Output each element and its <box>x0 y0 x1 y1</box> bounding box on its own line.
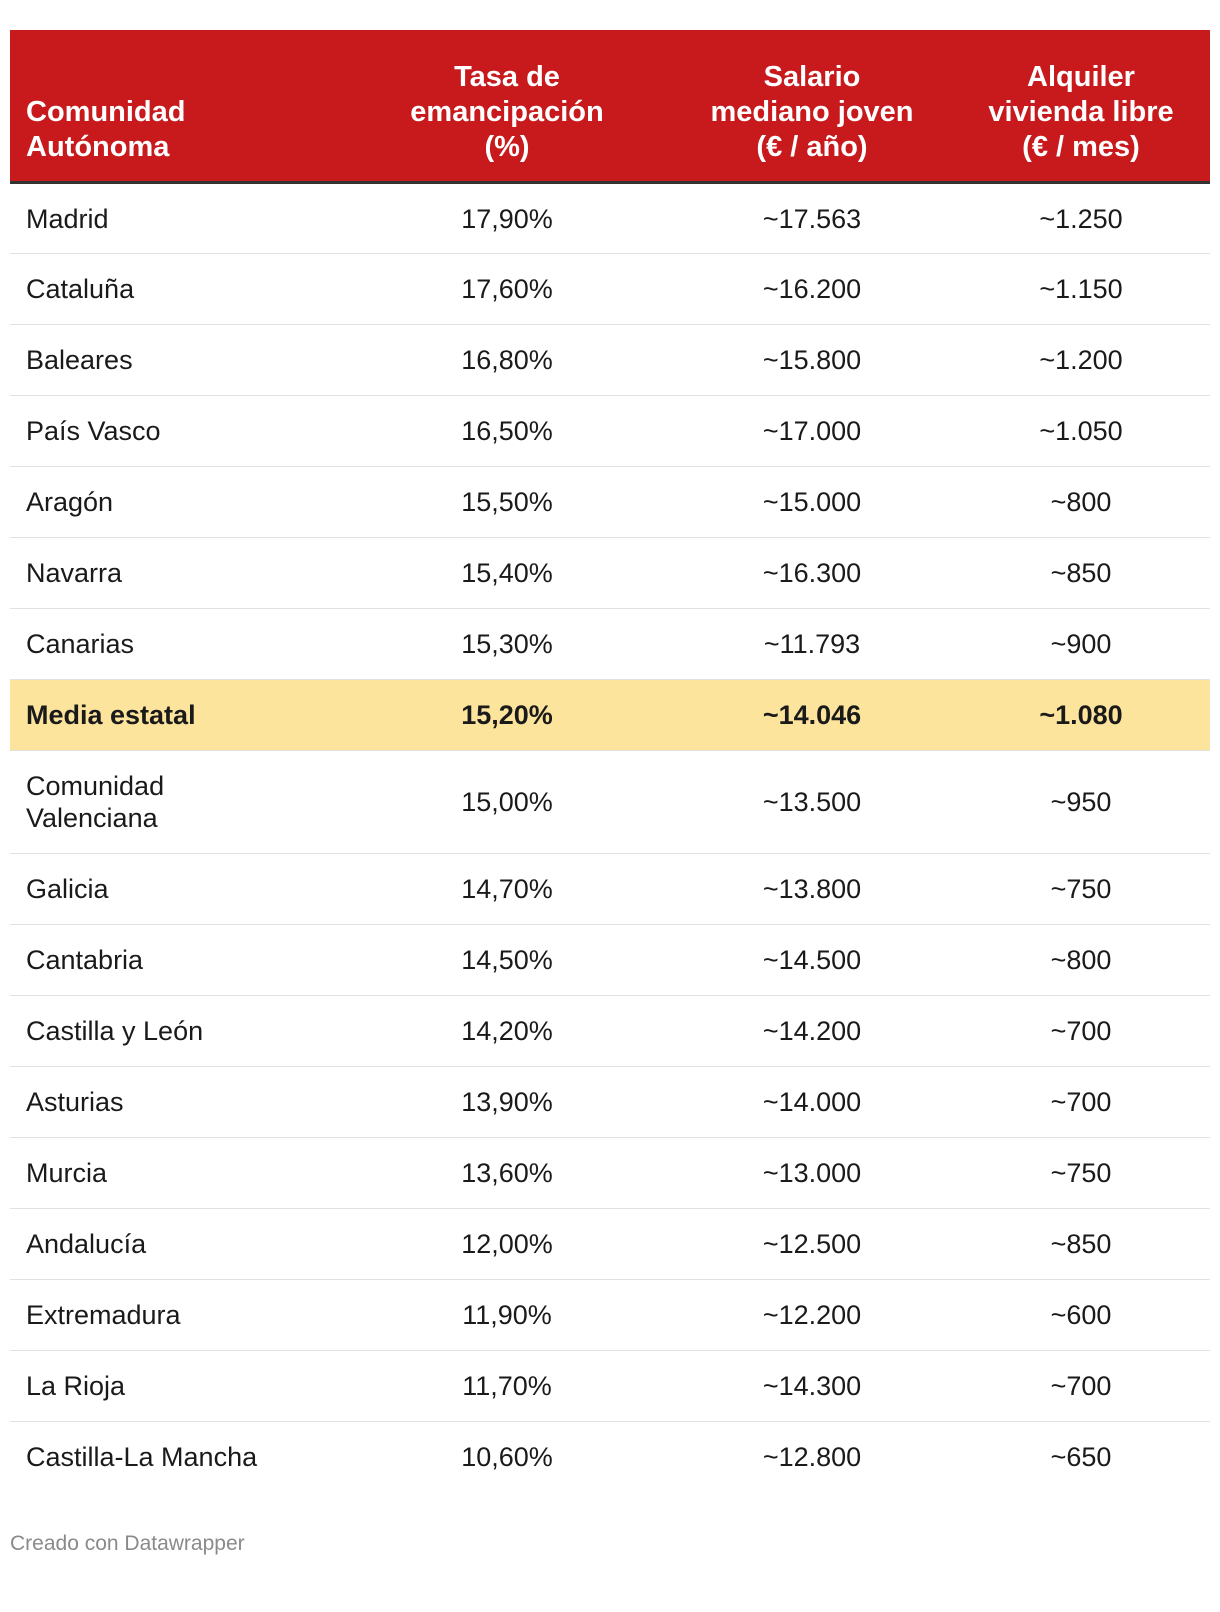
cell-tasa: 15,50% <box>342 467 672 538</box>
cell-salario: ~13.500 <box>672 751 952 854</box>
cell-alquiler: ~650 <box>1050 1442 1112 1473</box>
cell-alquiler: ~850 <box>952 1209 1210 1280</box>
header-line: Salario <box>763 61 861 93</box>
table-row <box>10 467 1210 538</box>
cell-tasa: 14,50% <box>342 925 672 996</box>
table-row <box>10 183 1210 254</box>
table-row <box>10 1067 1210 1138</box>
cell-tasa: 14,70% <box>342 854 672 925</box>
cell-tasa: 15,30% <box>342 609 672 680</box>
cell-salario: ~15.800 <box>672 325 952 396</box>
cell-salario: ~15.000 <box>672 467 952 538</box>
cell-alquiler: ~800 <box>952 467 1210 538</box>
header-comunidad[interactable] <box>10 30 342 183</box>
cell-salario: ~14.200 <box>672 996 952 1067</box>
cell-tasa: 13,60% <box>342 1138 672 1209</box>
cell-comunidad: Cataluña <box>10 254 342 325</box>
cell-tasa: 12,00% <box>342 1209 672 1280</box>
header-line: Alquiler <box>1027 61 1135 93</box>
cell-tasa: 11,90% <box>342 1280 672 1351</box>
header-line: (€ / mes) <box>1022 131 1140 163</box>
cell-salario: ~13.800 <box>672 854 952 925</box>
cell-salario: ~12.500 <box>672 1209 952 1280</box>
cell-comunidad: Castilla-La Mancha <box>26 1442 258 1473</box>
cell-alquiler: ~1.080 <box>952 680 1210 751</box>
table-row <box>10 1209 1210 1280</box>
footer-credit: Creado con Datawrapper <box>10 1532 245 1555</box>
header-line: (€ / año) <box>756 131 868 163</box>
cell-comunidad: Baleares <box>10 325 342 396</box>
cell-comunidad: Navarra <box>10 538 342 609</box>
cell-tasa: 15,00% <box>342 751 672 854</box>
table-row <box>10 1422 1210 1493</box>
table-row <box>10 1280 1210 1351</box>
table-row <box>10 325 1210 396</box>
header-line: Tasa de emancipación <box>410 61 604 128</box>
cell-alquiler: ~700 <box>952 996 1210 1067</box>
cell-salario: ~14.000 <box>672 1067 952 1138</box>
table-row <box>10 254 1210 325</box>
table-row <box>10 751 1210 854</box>
cell-salario: ~14.300 <box>672 1351 952 1422</box>
table-row <box>10 538 1210 609</box>
cell-salario: ~14.500 <box>672 925 952 996</box>
cell-comunidad: Media estatal <box>10 680 342 751</box>
cell-alquiler: ~750 <box>952 854 1210 925</box>
table-row <box>10 1351 1210 1422</box>
table-row-highlight <box>10 680 1210 751</box>
table-row <box>10 854 1210 925</box>
header-line: (%) <box>484 131 530 163</box>
emancipation-table <box>10 30 1210 1493</box>
cell-alquiler: ~1.250 <box>952 183 1210 254</box>
cell-tasa: 14,20% <box>342 996 672 1067</box>
header-alquiler[interactable] <box>952 30 1210 183</box>
header-line: Comunidad <box>26 96 186 128</box>
cell-salario: ~12.200 <box>672 1280 952 1351</box>
cell-alquiler: ~850 <box>952 538 1210 609</box>
cell-salario: ~14.046 <box>672 680 952 751</box>
cell-tasa: 15,20% <box>342 680 672 751</box>
cell-tasa: 16,80% <box>342 325 672 396</box>
cell-comunidad: Comunidad Valenciana <box>10 751 342 854</box>
cell-salario: ~13.000 <box>672 1138 952 1209</box>
cell-alquiler: ~750 <box>952 1138 1210 1209</box>
header-line: vivienda libre <box>988 96 1174 128</box>
table-row <box>10 1138 1210 1209</box>
cell-comunidad: Aragón <box>10 467 342 538</box>
cell-comunidad: Extremadura <box>10 1280 342 1351</box>
cell-alquiler: ~700 <box>952 1351 1210 1422</box>
cell-salario: ~17.563 <box>672 183 952 254</box>
table-header-row <box>10 30 1210 183</box>
header-salario[interactable] <box>672 30 952 183</box>
cell-tasa: 17,60% <box>342 254 672 325</box>
cell-alquiler: ~1.200 <box>952 325 1210 396</box>
cell-tasa: 13,90% <box>342 1067 672 1138</box>
cell-comunidad: Madrid <box>10 183 342 254</box>
cell-salario: ~17.000 <box>672 396 952 467</box>
cell-comunidad: Castilla y León <box>10 996 342 1067</box>
cell-alquiler: ~900 <box>952 609 1210 680</box>
cell-alquiler: ~950 <box>952 751 1210 854</box>
cell-tasa: 11,70% <box>342 1351 672 1422</box>
cell-alquiler: ~1.150 <box>952 254 1210 325</box>
cell-salario: ~12.800 <box>762 1442 862 1473</box>
cell-comunidad: Cantabria <box>10 925 342 996</box>
cell-alquiler: ~1.050 <box>952 396 1210 467</box>
cell-comunidad: Murcia <box>10 1138 342 1209</box>
table-body <box>10 183 1210 1493</box>
cell-salario: ~16.300 <box>672 538 952 609</box>
cell-tasa: 15,40% <box>342 538 672 609</box>
table-row <box>10 925 1210 996</box>
cell-tasa: 10,60% <box>461 1442 553 1473</box>
table-container <box>10 30 1210 1493</box>
cell-tasa: 17,90% <box>342 183 672 254</box>
cell-comunidad: Asturias <box>10 1067 342 1138</box>
table-row <box>10 396 1210 467</box>
header-line: mediano joven <box>710 96 914 128</box>
cell-comunidad: Galicia <box>10 854 342 925</box>
cell-comunidad: País Vasco <box>10 396 342 467</box>
cell-comunidad: Canarias <box>10 609 342 680</box>
cell-alquiler: ~800 <box>952 925 1210 996</box>
cell-comunidad: Andalucía <box>10 1209 342 1280</box>
table-row <box>10 996 1210 1067</box>
header-line: Autónoma <box>26 131 170 163</box>
table-row <box>10 609 1210 680</box>
cell-salario: ~16.200 <box>672 254 952 325</box>
cell-alquiler: ~700 <box>952 1067 1210 1138</box>
cell-salario: ~11.793 <box>672 609 952 680</box>
cell-alquiler: ~600 <box>952 1280 1210 1351</box>
cell-tasa: 16,50% <box>342 396 672 467</box>
header-tasa[interactable] <box>342 30 672 183</box>
cell-comunidad: La Rioja <box>10 1351 342 1422</box>
